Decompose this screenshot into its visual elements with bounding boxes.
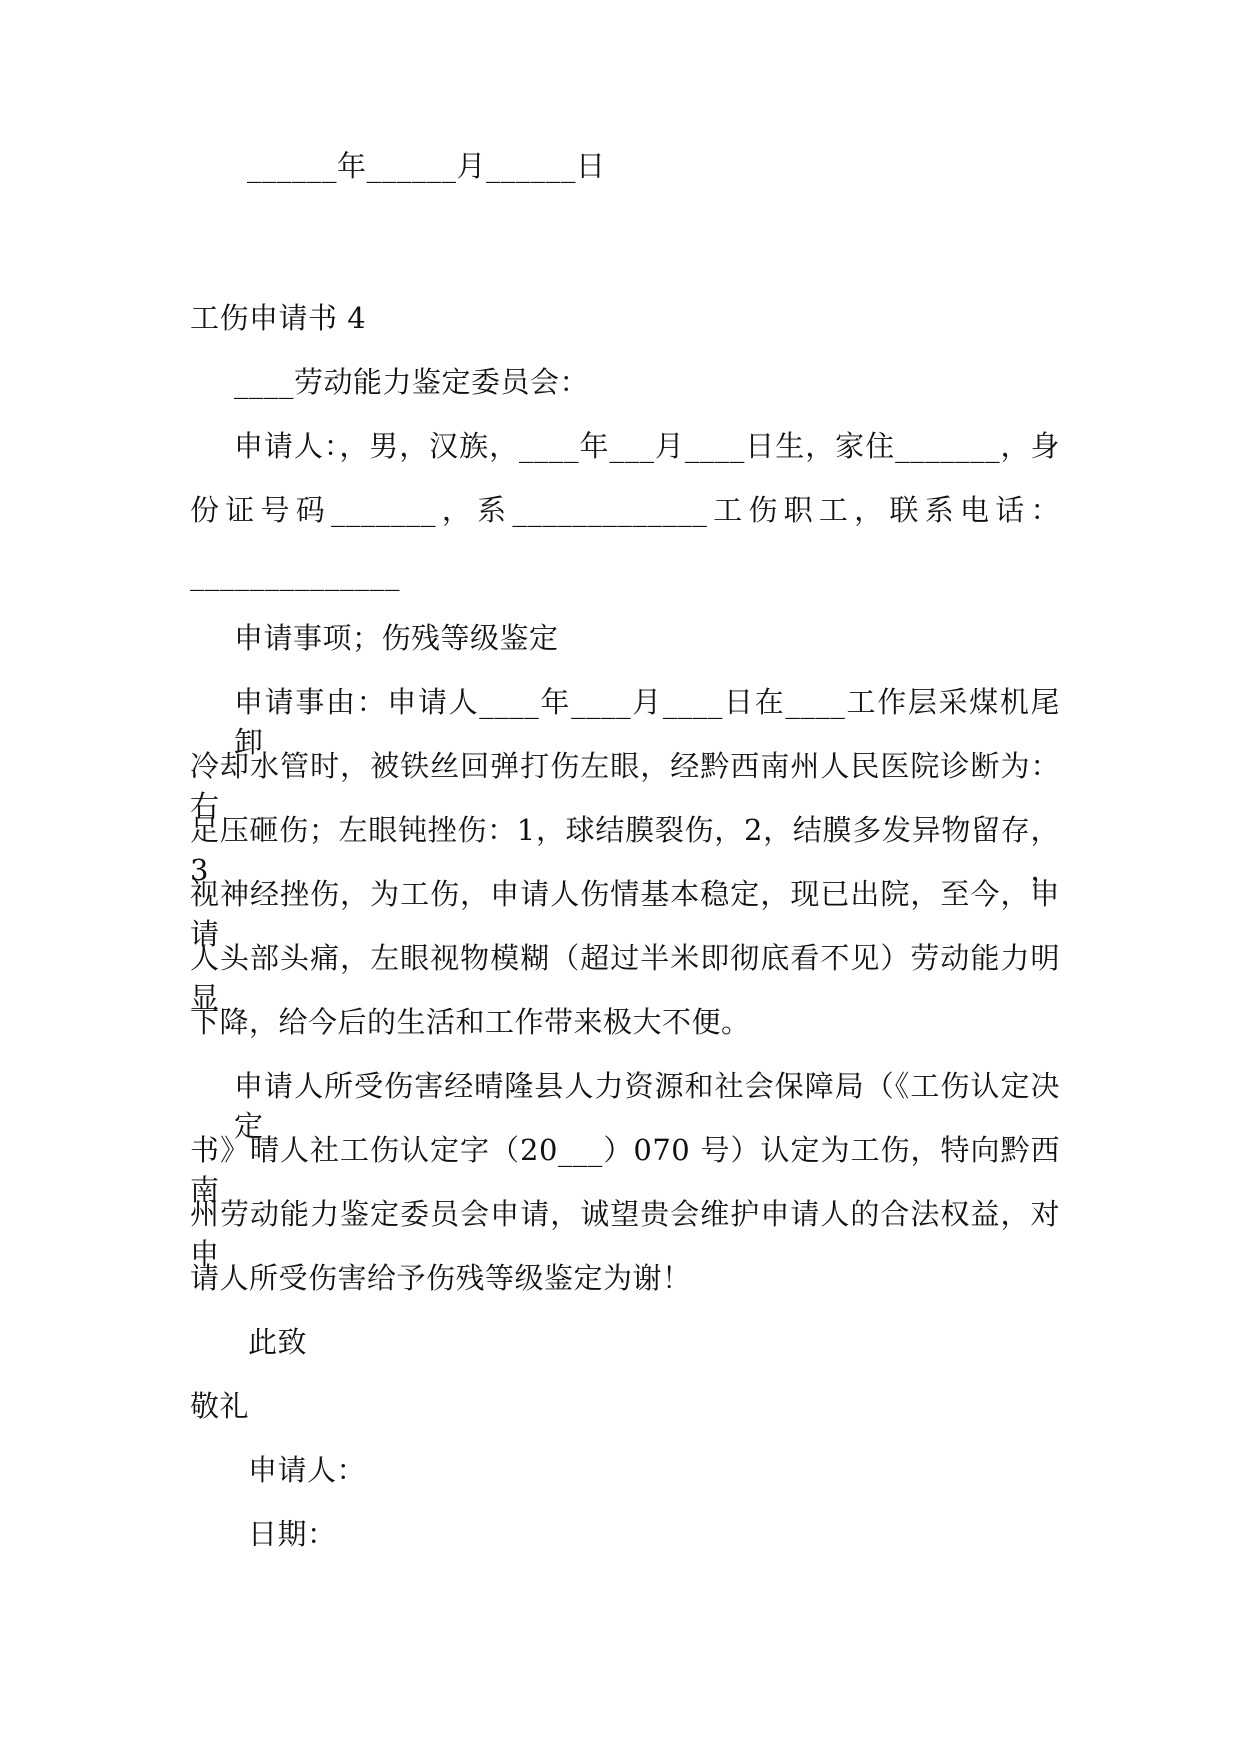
reason-line: 冷却水管时，被铁丝回弹打伤左眼，经黔西南州人民医院诊断为：右: [190, 749, 1060, 823]
reason-line: 下降，给今后的生活和工作带来极大不便。: [190, 1005, 751, 1039]
applicant-info-line: 份证号码_______，系_____________工伤职工，联系电话：: [190, 493, 1060, 527]
date-label: 日期：: [248, 1517, 337, 1551]
document-title: 工伤申请书 4: [190, 301, 367, 335]
applicant-info-line: 申请人：，男，汉族，____年___月____日生，家住_______，身: [234, 429, 1060, 463]
request-line: 请人所受伤害给予伤残等级鉴定为谢！: [190, 1261, 692, 1295]
application-matter: 申请事项；伤残等级鉴定: [234, 621, 559, 655]
request-line: 州劳动能力鉴定委员会申请，诚望贵会维护申请人的合法权益，对申: [190, 1197, 1060, 1271]
addressee: ____劳动能力鉴定委员会：: [234, 365, 590, 399]
reason-line: 人头部头痛，左眼视物模糊（超过半米即彻底看不见）劳动能力明显: [190, 941, 1060, 1015]
phone-blank-line: ______________: [190, 557, 400, 591]
request-line: 书》晴人社工伤认定字（20___）070 号）认定为工伤，特向黔西南: [190, 1133, 1060, 1207]
signature-label: 申请人：: [248, 1453, 367, 1487]
reason-line: 足压砸伤；左眼钝挫伤：1，球结膜裂伤，2，结膜多发异物留存，3，: [190, 813, 1060, 887]
reason-line: 申请事由：申请人____年____月____日在____工作层采煤机尾卸: [234, 685, 1060, 759]
closing-salutation: 此致: [248, 1325, 308, 1359]
request-line: 申请人所受伤害经晴隆县人力资源和社会保障局（《工伤认定决定: [234, 1069, 1060, 1143]
closing-regards: 敬礼: [190, 1389, 250, 1423]
reason-line: 视神经挫伤，为工伤，申请人伤情基本稳定，现已出院，至今，申请: [190, 877, 1060, 951]
blank-date-line: ______年______月______日: [247, 149, 606, 183]
